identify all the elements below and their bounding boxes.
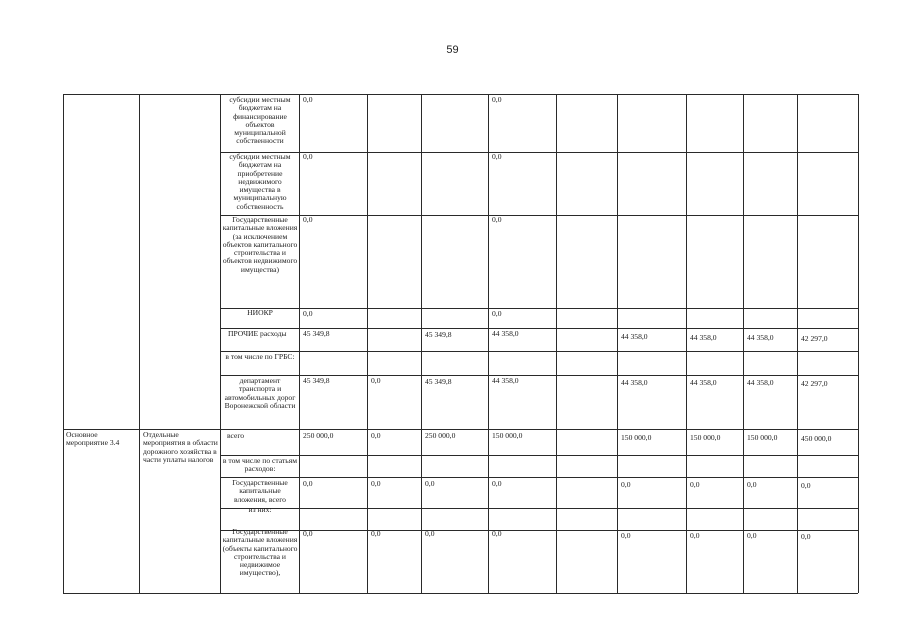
value-cell: 0,0 [747, 531, 757, 540]
value-cell: 0,0 [303, 529, 313, 538]
value-cell: 45 349,8 [303, 376, 330, 385]
value-cell: 0,0 [690, 480, 700, 489]
item-cell: в том числе по статьям расходов: [222, 456, 298, 474]
item-cell: субсидии местным бюджетам на приобретение недвижимого имущества в муниципальную собственность [229, 152, 291, 211]
value-cell: 44 358,0 [621, 332, 648, 341]
value-cell: 150 000,0 [747, 433, 778, 442]
value-cell: 0,0 [303, 152, 313, 161]
value-cell: 450 000,0 [801, 434, 832, 443]
row-divider [220, 477, 858, 478]
value-cell: 0,0 [425, 529, 435, 538]
column-divider [797, 94, 798, 593]
value-cell: 0,0 [303, 95, 313, 104]
value-cell: 0,0 [492, 95, 502, 104]
value-cell: 150 000,0 [621, 433, 652, 442]
value-cell: 0,0 [747, 480, 757, 489]
table-border-right [858, 94, 859, 593]
value-cell: 0,0 [371, 376, 381, 385]
item-cell: из них: [248, 505, 272, 514]
value-cell: 44 358,0 [492, 329, 519, 338]
table-border-left [63, 94, 64, 593]
row-divider [63, 429, 858, 430]
value-cell: 45 349,8 [425, 330, 452, 339]
table-border-top [63, 94, 858, 95]
item-cell: НИОКР [247, 308, 273, 317]
value-cell: 0,0 [492, 215, 502, 224]
item-cell: ПРОЧИЕ расходы [228, 329, 287, 338]
value-cell: 45 349,8 [425, 377, 452, 386]
value-cell: 0,0 [801, 532, 811, 541]
item-cell: департамент транспорта и автомобильных дорог Воронежской области [224, 376, 296, 410]
value-cell: 44 358,0 [690, 333, 717, 342]
value-cell: 0,0 [621, 480, 631, 489]
value-cell: 0,0 [425, 479, 435, 488]
value-cell: 44 358,0 [621, 378, 648, 387]
row-divider [220, 508, 858, 509]
column-divider [421, 94, 422, 593]
column-divider [617, 94, 618, 593]
value-cell: 0,0 [492, 529, 502, 538]
column-divider [299, 94, 300, 593]
item-cell: всего [227, 431, 245, 440]
value-cell: 0,0 [371, 431, 381, 440]
row-divider [220, 308, 858, 309]
row-divider [220, 351, 858, 352]
value-cell: 44 358,0 [747, 333, 774, 342]
value-cell: 0,0 [801, 481, 811, 490]
column-divider [367, 94, 368, 593]
column-divider [139, 94, 140, 593]
value-cell: 0,0 [371, 529, 381, 538]
item-cell: Государственные капитальные вложения (за исключением объектов капитального строительства и объектов недвижимого имущества) [222, 215, 298, 274]
item-cell: Государственные капитальные вложения, всего [232, 478, 288, 504]
value-cell: 250 000,0 [425, 431, 456, 440]
value-cell: 0,0 [690, 531, 700, 540]
value-cell: 0,0 [492, 309, 502, 318]
value-cell: 44 358,0 [492, 376, 519, 385]
value-cell: 250 000,0 [303, 431, 334, 440]
value-cell: 150 000,0 [690, 433, 721, 442]
column-divider [488, 94, 489, 593]
value-cell: 0,0 [621, 531, 631, 540]
value-cell: 0,0 [303, 309, 313, 318]
value-cell: 42 297,0 [801, 379, 828, 388]
name-cell: Отдельные мероприятия в области дорожного хозяйства в части уплаты налогов [143, 430, 218, 464]
value-cell: 150 000,0 [492, 431, 523, 440]
value-cell: 44 358,0 [690, 378, 717, 387]
column-divider [220, 94, 221, 593]
value-cell: 42 297,0 [801, 334, 828, 343]
page-number: 59 [446, 44, 459, 56]
column-divider [556, 94, 557, 593]
status-cell: Основное мероприятие 3.4 [66, 430, 120, 448]
value-cell: 0,0 [371, 479, 381, 488]
item-cell: Государственные капитальные вложения (объекты капитального строительства и недвижимое имущество), [222, 527, 298, 578]
value-cell: 0,0 [492, 152, 502, 161]
column-divider [686, 94, 687, 593]
row-divider [220, 455, 858, 456]
column-divider [743, 94, 744, 593]
value-cell: 0,0 [303, 215, 313, 224]
value-cell: 0,0 [303, 479, 313, 488]
item-cell: субсидии местным бюджетам на финансирование объектов муниципальной собственности [229, 95, 291, 146]
value-cell: 0,0 [492, 479, 502, 488]
item-cell: в том числе по ГРБС: [225, 352, 295, 361]
value-cell: 44 358,0 [747, 378, 774, 387]
table-border-bottom [63, 593, 858, 594]
value-cell: 45 349,8 [303, 329, 330, 338]
